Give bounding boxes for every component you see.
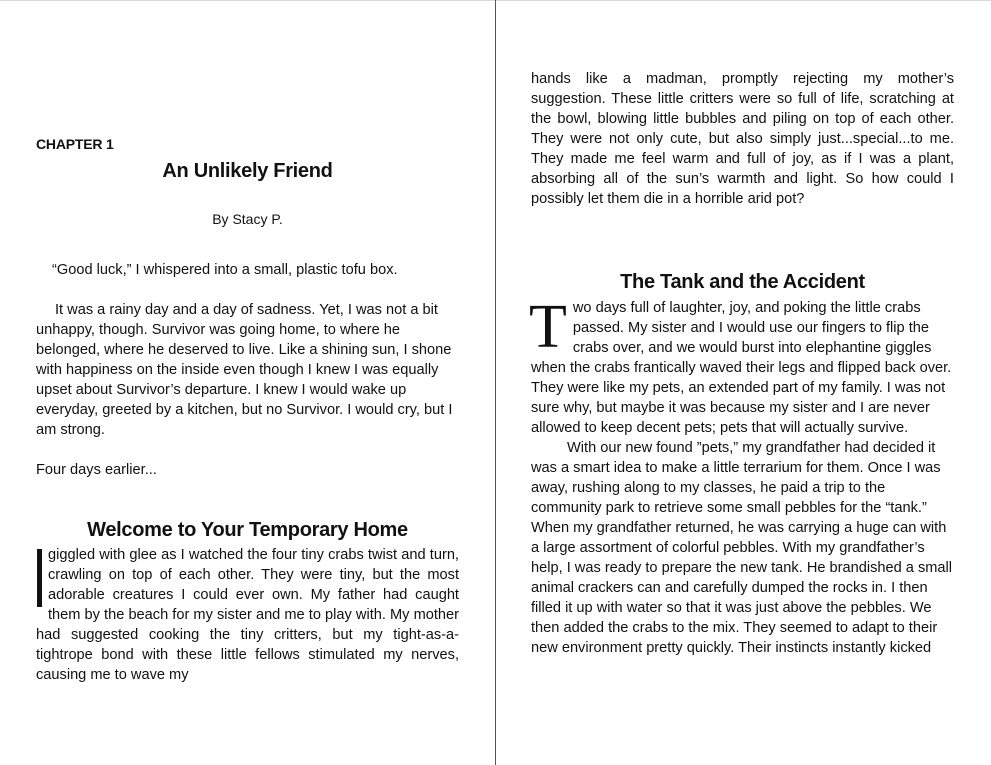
- author-byline: By Stacy P.: [212, 211, 283, 227]
- chapter-title: An Unlikely Friend: [162, 160, 333, 182]
- opening-quote: “Good luck,” I whispered into a small, plastic tofu box.: [52, 262, 398, 278]
- section-title-welcome: Welcome to Your Temporary Home: [87, 519, 408, 541]
- section-2-paragraph-1: wo days full of laughter, joy, and poking the little crabs passed. My sister and I would use our fingers to flip the crabs over, and we would burst into elephantine giggles when the crabs frantically waved their legs and flipped back over. They were like my pets, an extended part of my family. I was not sure why, but maybe it was because my sister and I are never allowed to keep decent pets; pets that will actually survive.: [531, 300, 952, 436]
- left-page: [36, 0, 459, 765]
- rainy-day-paragraph: It was a rainy day and a day of sadness. Yet, I was not a bit unhappy, though. Survivor was going home, to where he belonged, where he deserved to live. Like a shining sun, I shone with happiness on the inside even though I knew I was equally upset about Survivor’s departure. I knew I would wake up everyday, greeted by a kitchen, but no Survivor. I would cry, but I am strong.: [36, 302, 453, 438]
- continued-paragraph: hands like a madman, promptly rejecting my mother’s suggestion. These little critters were so full of life, scratching at the bowl, blowing little bubbles and piling on top of each other. They were not only cute, but also simply just...special...to me. They made me feel warm and full of joy, as if I was a plant, absorbing all of the sun’s warmth and light. So how could I possibly let them die in a horrible arid pot?: [531, 71, 954, 207]
- dropcap-i: [37, 549, 42, 607]
- four-days-earlier: Four days earlier...: [36, 462, 157, 478]
- page-gutter-divider: [495, 0, 496, 765]
- chapter-label: CHAPTER 1: [36, 136, 114, 152]
- section-body-tank: [529, 293, 954, 658]
- section-1-paragraph: giggled with glee as I watched the four tiny crabs twist and turn, crawling on top of each other. They were tiny, but the most adorable creatures I could ever own. My father had caught them by the beach for my sister and me to play with. My mother had suggested cooking the tiny critters, but my tight-as-a-tightrope bond with these little fellows stimulated my nerves, causing me to wave my: [36, 547, 459, 683]
- section-title-tank: The Tank and the Accident: [620, 271, 865, 293]
- section-body-welcome: [36, 545, 459, 685]
- right-page: [531, 0, 954, 765]
- dropcap-t: T: [529, 293, 567, 361]
- section-2-paragraph-2: With our new found ”pets,” my grandfather had decided it was a smart idea to make a little terrarium for them. Once I was away, rushing along to my classes, he paid a trip to the community park to retrieve some small pebbles for the “tank.” When my grandfather returned, he was carrying a huge can with a large assortment of colorful pebbles. With my grandfather’s help, I was ready to prepare the new tank. He brandished a small animal crackers can and carefully dumped the rocks in. I then filled it up with water so that it was just above the pebbles. We then added the crabs to the mix. They seemed to adapt to their new environment pretty quickly. Their instincts instantly kicked: [531, 440, 953, 656]
